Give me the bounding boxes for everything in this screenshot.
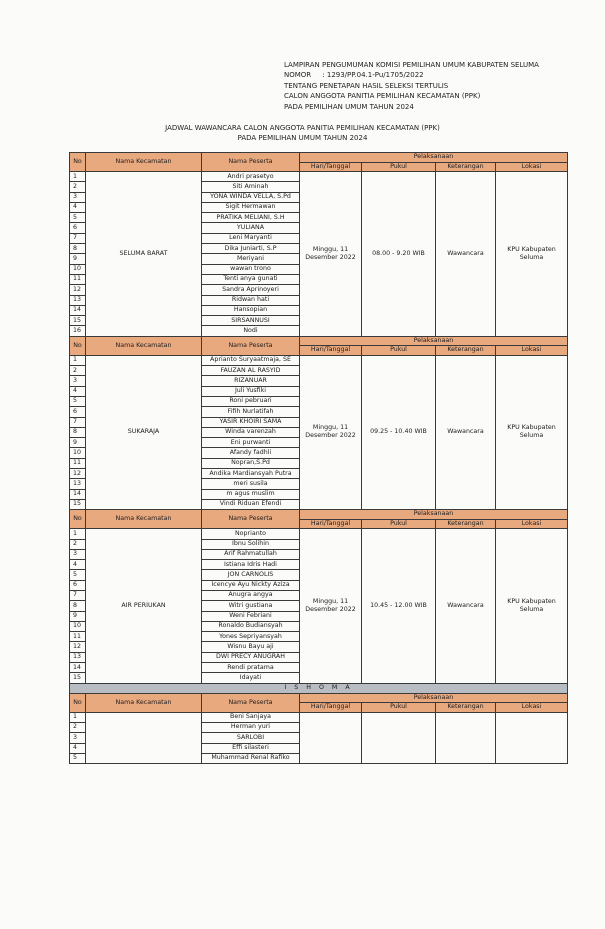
peserta-name: Yones Sepriyansyah xyxy=(202,632,300,642)
col-pelaksanaan: Pelaksanaan xyxy=(300,693,568,703)
row-no: 3 xyxy=(70,733,86,743)
peserta-name: Nodi xyxy=(202,326,300,336)
peserta-name: Wisnu Bayu aji xyxy=(202,642,300,652)
peserta-name: wawan trono xyxy=(202,264,300,274)
row-no: 15 xyxy=(70,316,86,326)
title-line: PADA PEMILIHAN UMUM TAHUN 2024 xyxy=(237,133,368,142)
peserta-name: YULIANA xyxy=(202,223,300,233)
row-no: 8 xyxy=(70,244,86,254)
row-no: 1 xyxy=(70,172,86,182)
row-no: 8 xyxy=(70,427,86,437)
col-pelaksanaan: Pelaksanaan xyxy=(300,153,568,163)
row-no: 13 xyxy=(70,652,86,662)
header-line: CALON ANGGOTA PANITIA PEMILIHAN KECAMATAN (PPK) xyxy=(284,92,481,101)
peserta-name: Tenti anya gunati xyxy=(202,274,300,284)
row-no: 4 xyxy=(70,386,86,396)
header-line: PADA PEMILIHAN UMUM TAHUN 2024 xyxy=(284,102,414,111)
row-no: 12 xyxy=(70,285,86,295)
col-keterangan: Keterangan xyxy=(436,703,496,713)
col-peserta: Nama Peserta xyxy=(202,153,300,172)
row-no: 5 xyxy=(70,396,86,406)
col-kecamatan: Nama Kecamatan xyxy=(86,153,202,172)
peserta-name: Sandra Aprinoyeri xyxy=(202,285,300,295)
peserta-name: Dika Juniarti, S.P xyxy=(202,244,300,254)
peserta-name: Andri prasetyo xyxy=(202,172,300,182)
col-pelaksanaan: Pelaksanaan xyxy=(300,336,568,346)
lokasi-cell xyxy=(496,712,568,763)
keterangan-cell: Wawancara xyxy=(436,172,496,337)
col-hari: Hari/Tanggal xyxy=(300,703,362,713)
row-no: 1 xyxy=(70,355,86,365)
col-no: No xyxy=(70,336,86,355)
peserta-name: Hansopian xyxy=(202,305,300,315)
row-no: 2 xyxy=(70,366,86,376)
row-no: 14 xyxy=(70,305,86,315)
col-kecamatan: Nama Kecamatan xyxy=(86,693,202,712)
col-no: No xyxy=(70,693,86,712)
col-peserta: Nama Peserta xyxy=(202,693,300,712)
schedule-table xyxy=(69,152,568,764)
row-no: 12 xyxy=(70,469,86,479)
hari-cell: Minggu, 11 Desember 2022 xyxy=(300,355,362,509)
peserta-name: JON CARNOLIS xyxy=(202,570,300,580)
header-row xyxy=(70,153,568,163)
peserta-name: Istiana Idris Hadi xyxy=(202,560,300,570)
peserta-name: SIRSANNUSI xyxy=(202,316,300,326)
row-no: 11 xyxy=(70,632,86,642)
row-no: 12 xyxy=(70,642,86,652)
peserta-name: Ridwan hati xyxy=(202,295,300,305)
table-row xyxy=(70,172,568,182)
peserta-name: Juli Yusfiki xyxy=(202,386,300,396)
peserta-name: Arif Rahmatullah xyxy=(202,549,300,559)
peserta-name: Effi silasteri xyxy=(202,743,300,753)
header-line: LAMPIRAN PENGUMUMAN KOMISI PEMILIHAN UMUM KABUPATEN SELUMA xyxy=(284,61,539,69)
hari-cell: Minggu, 11 Desember 2022 xyxy=(300,172,362,337)
peserta-name: Andika Mardiansyah Putra xyxy=(202,469,300,479)
peserta-name: Meriyani xyxy=(202,254,300,264)
row-no: 14 xyxy=(70,663,86,673)
pukul-cell xyxy=(362,712,436,763)
peserta-name: Idayati xyxy=(202,673,300,683)
col-pukul: Pukul xyxy=(362,519,436,529)
row-no: 5 xyxy=(70,213,86,223)
peserta-name: Ibnu Solihin xyxy=(202,539,300,549)
table-row xyxy=(70,355,568,365)
row-no: 1 xyxy=(70,712,86,722)
row-no: 5 xyxy=(70,570,86,580)
lokasi-cell: KPU Kabupaten Seluma xyxy=(496,529,568,683)
peserta-name: Leni Maryanti xyxy=(202,233,300,243)
peserta-name: Icencye Ayu Nickty Aziza xyxy=(202,580,300,590)
lokasi-cell: KPU Kabupaten Seluma xyxy=(496,355,568,509)
peserta-name: Fifih Nurlatifah xyxy=(202,407,300,417)
peserta-name: Witri gustiana xyxy=(202,601,300,611)
row-no: 6 xyxy=(70,580,86,590)
row-no: 7 xyxy=(70,417,86,427)
peserta-name: SARLOBI xyxy=(202,733,300,743)
row-no: 10 xyxy=(70,264,86,274)
col-no: No xyxy=(70,153,86,172)
peserta-name: Aprianto Suryaatmaja, SE xyxy=(202,355,300,365)
title-line: JADWAL WAWANCARA CALON ANGGOTA PANITIA PEMILIHAN KECAMATAN (PPK) xyxy=(165,124,440,132)
col-pukul: Pukul xyxy=(362,346,436,356)
row-no: 9 xyxy=(70,611,86,621)
col-kecamatan: Nama Kecamatan xyxy=(86,510,202,529)
col-lokasi: Lokasi xyxy=(496,519,568,529)
row-no: 16 xyxy=(70,326,86,336)
hari-cell xyxy=(300,712,362,763)
peserta-name: Herman yuri xyxy=(202,722,300,732)
kecamatan-cell: AIR PERIUKAN xyxy=(86,529,202,683)
peserta-name: Winda varenzah xyxy=(202,427,300,437)
peserta-name: Afandy fadhli xyxy=(202,448,300,458)
row-no: 10 xyxy=(70,621,86,631)
row-no: 9 xyxy=(70,438,86,448)
header-line: NOMOR : 1293/PP.04.1-Pu/1705/2022 xyxy=(284,71,424,80)
row-no: 2 xyxy=(70,722,86,732)
row-no: 2 xyxy=(70,182,86,192)
keterangan-cell: Wawancara xyxy=(436,529,496,683)
peserta-name: Beni Sanjaya xyxy=(202,712,300,722)
col-lokasi: Lokasi xyxy=(496,162,568,172)
document-header xyxy=(284,60,539,112)
keterangan-cell: Wawancara xyxy=(436,355,496,509)
row-no: 6 xyxy=(70,223,86,233)
col-hari: Hari/Tanggal xyxy=(300,162,362,172)
lokasi-cell: KPU Kabupaten Seluma xyxy=(496,172,568,337)
peserta-name: Weni Febriani xyxy=(202,611,300,621)
row-no: 4 xyxy=(70,202,86,212)
col-keterangan: Keterangan xyxy=(436,519,496,529)
row-no: 4 xyxy=(70,560,86,570)
col-keterangan: Keterangan xyxy=(436,346,496,356)
row-no: 8 xyxy=(70,601,86,611)
header-line: TENTANG PENETAPAN HASIL SELEKSI TERTULIS xyxy=(284,81,449,90)
row-no: 14 xyxy=(70,489,86,499)
peserta-name: FAUZAN AL RASYID xyxy=(202,366,300,376)
pukul-cell: 10.45 - 12.00 WIB xyxy=(362,529,436,683)
row-no: 15 xyxy=(70,673,86,683)
kecamatan-cell: SUKARAJA xyxy=(86,355,202,509)
peserta-name: m agus muslim xyxy=(202,489,300,499)
col-kecamatan: Nama Kecamatan xyxy=(86,336,202,355)
col-pukul: Pukul xyxy=(362,703,436,713)
row-no: 13 xyxy=(70,479,86,489)
row-no: 7 xyxy=(70,233,86,243)
header-row xyxy=(70,510,568,520)
peserta-name: PRATIKA MELIANI, S.H xyxy=(202,213,300,223)
row-no: 13 xyxy=(70,295,86,305)
col-peserta: Nama Peserta xyxy=(202,510,300,529)
peserta-name: RIZANUAR xyxy=(202,376,300,386)
col-no: No xyxy=(70,510,86,529)
table-row xyxy=(70,529,568,539)
row-no: 3 xyxy=(70,376,86,386)
col-hari: Hari/Tanggal xyxy=(300,519,362,529)
peserta-name: Nopran,S.Pd xyxy=(202,458,300,468)
pukul-cell: 09.25 - 10.40 WIB xyxy=(362,355,436,509)
peserta-name: Noprianto xyxy=(202,529,300,539)
peserta-name: YONA WINDA VELLA, S.Pd xyxy=(202,192,300,202)
row-no: 1 xyxy=(70,529,86,539)
peserta-name: Ronaldo Budiansyah xyxy=(202,621,300,631)
row-no: 7 xyxy=(70,590,86,600)
keterangan-cell xyxy=(436,712,496,763)
col-pelaksanaan: Pelaksanaan xyxy=(300,510,568,520)
col-lokasi: Lokasi xyxy=(496,346,568,356)
row-no: 15 xyxy=(70,499,86,509)
peserta-name: Roni pebruari xyxy=(202,396,300,406)
peserta-name: Sigit Hermawan xyxy=(202,202,300,212)
peserta-name: YASIR KHOIRI SAMA xyxy=(202,417,300,427)
row-no: 5 xyxy=(70,753,86,763)
peserta-name: Rendi pratama xyxy=(202,663,300,673)
kecamatan-cell: SELUMA BARAT xyxy=(86,172,202,337)
col-keterangan: Keterangan xyxy=(436,162,496,172)
peserta-name: Siti Aminah xyxy=(202,182,300,192)
header-row xyxy=(70,693,568,703)
row-no: 6 xyxy=(70,407,86,417)
row-no: 10 xyxy=(70,448,86,458)
col-hari: Hari/Tanggal xyxy=(300,346,362,356)
row-no: 11 xyxy=(70,274,86,284)
col-peserta: Nama Peserta xyxy=(202,336,300,355)
peserta-name: meri susila xyxy=(202,479,300,489)
break-row xyxy=(70,683,568,693)
col-pukul: Pukul xyxy=(362,162,436,172)
col-lokasi: Lokasi xyxy=(496,703,568,713)
row-no: 11 xyxy=(70,458,86,468)
kecamatan-cell xyxy=(86,712,202,763)
document-title xyxy=(0,124,605,143)
peserta-name: Vindi Riduan Efendi xyxy=(202,499,300,509)
header-row xyxy=(70,336,568,346)
peserta-name: DWI PRECY ANUGRAH xyxy=(202,652,300,662)
hari-cell: Minggu, 11 Desember 2022 xyxy=(300,529,362,683)
pukul-cell: 08.00 - 9.20 WIB xyxy=(362,172,436,337)
row-no: 2 xyxy=(70,539,86,549)
peserta-name: Anugra angya xyxy=(202,590,300,600)
peserta-name: Muhammad Renal Rafiko xyxy=(202,753,300,763)
break-label: I S H O M A xyxy=(70,683,568,693)
row-no: 3 xyxy=(70,192,86,202)
peserta-name: Eni purwanti xyxy=(202,438,300,448)
row-no: 9 xyxy=(70,254,86,264)
table-row xyxy=(70,712,568,722)
row-no: 4 xyxy=(70,743,86,753)
row-no: 3 xyxy=(70,549,86,559)
